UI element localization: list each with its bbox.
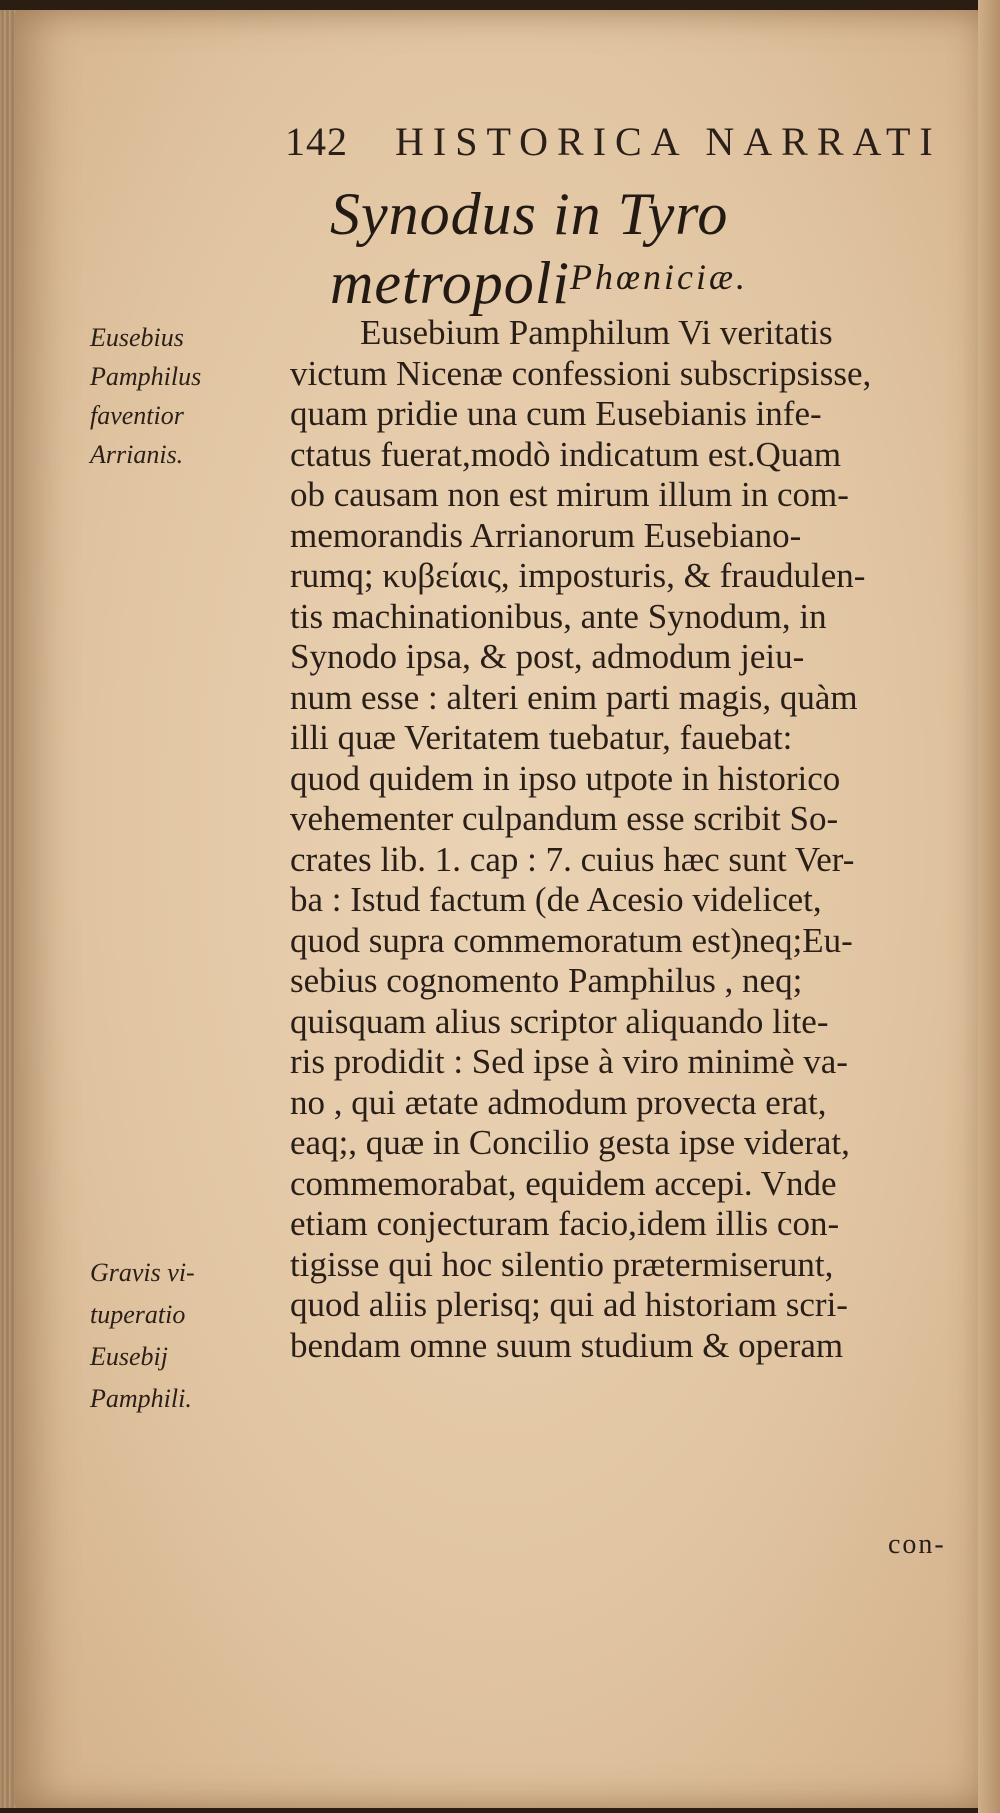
body-line: quod aliis plerisq; qui ad historiam scri- bbox=[290, 1285, 848, 1324]
body-line: ris prodidit : Sed ipse à viro minimè va- bbox=[290, 1042, 848, 1081]
margin-note-line: Eusebius bbox=[90, 323, 184, 352]
margin-note-line: Eusebij bbox=[90, 1342, 168, 1371]
margin-note-line: Pamphilus bbox=[90, 362, 202, 391]
body-line: commemorabat, equidem accepi. Vnde bbox=[290, 1163, 837, 1203]
margin-note-line: faventior bbox=[90, 401, 184, 430]
body-line: eaq;, quæ in Concilio gesta ipse viderat, bbox=[290, 1123, 850, 1162]
body-line: quam pridie una cum Eusebianis infe- bbox=[290, 394, 822, 433]
body-line: sebius cognomento Pamphilus , neq; bbox=[290, 961, 803, 1000]
body-line: crates lib. 1. cap : 7. cuius hæc sunt Ver- bbox=[290, 839, 855, 879]
body-line: bendam omne suum studium & operam bbox=[290, 1325, 844, 1365]
running-header bbox=[285, 118, 985, 165]
body-line: ctatus fuerat,modò indicatum est.Quam bbox=[290, 434, 842, 474]
body-line: vehementer culpandum esse scribit So- bbox=[290, 799, 839, 838]
running-title: HISTORICA NARRATI bbox=[395, 119, 942, 164]
body-line: tis machinationibus, ante Synodum, in bbox=[290, 596, 827, 636]
body-line: rumq; κυβείαις, imposturis, & fraudulen- bbox=[290, 556, 866, 595]
body-line: illi quæ Veritatem tuebatur, fauebat: bbox=[290, 718, 793, 757]
margin-note-2 bbox=[90, 1252, 195, 1420]
body-line: ba : Istud factum (de Acesio videlicet, bbox=[290, 880, 822, 919]
body-text bbox=[290, 313, 980, 1366]
body-line: Synodo ipsa, & post, admodum jeiu- bbox=[290, 637, 805, 676]
body-line: ob causam non est mirum illum in com- bbox=[290, 475, 849, 514]
margin-note-line: tuperatio bbox=[90, 1300, 186, 1329]
body-line: etiam conjecturam facio,idem illis con- bbox=[290, 1204, 840, 1243]
body-line: tigisse qui hoc silentio prætermiserunt, bbox=[290, 1244, 834, 1284]
body-line: quod quidem in ipso utpote in historico bbox=[290, 758, 841, 798]
margin-note-1 bbox=[90, 318, 201, 474]
margin-note-line: Arrianis. bbox=[90, 440, 184, 469]
catchword: con- bbox=[888, 1529, 946, 1560]
body-line: num esse : alteri enim parti magis, quàm bbox=[290, 677, 858, 717]
margin-note-line: Gravis vi- bbox=[90, 1258, 195, 1287]
facing-page-edge bbox=[978, 0, 1000, 1813]
body-line: memorandis Arrianorum Eusebiano- bbox=[290, 515, 802, 555]
margin-note-line: Pamphili. bbox=[90, 1384, 192, 1413]
body-line: victum Nicenæ confessioni subscripsisse, bbox=[290, 353, 872, 393]
body-line: quod supra commemoratum est)neq;Eu- bbox=[290, 920, 853, 960]
section-title: Synodus in Tyro metropoli bbox=[330, 181, 729, 316]
section-subtitle: Phœniciæ. bbox=[570, 257, 748, 297]
body-line: no , qui ætate admodum provecta erat, bbox=[290, 1082, 827, 1122]
body-line: Eusebium Pamphilum Vi veritatis bbox=[360, 313, 833, 352]
body-line: quisquam alius scriptor aliquando lite- bbox=[290, 1001, 829, 1041]
page-number: 142 bbox=[285, 119, 348, 164]
